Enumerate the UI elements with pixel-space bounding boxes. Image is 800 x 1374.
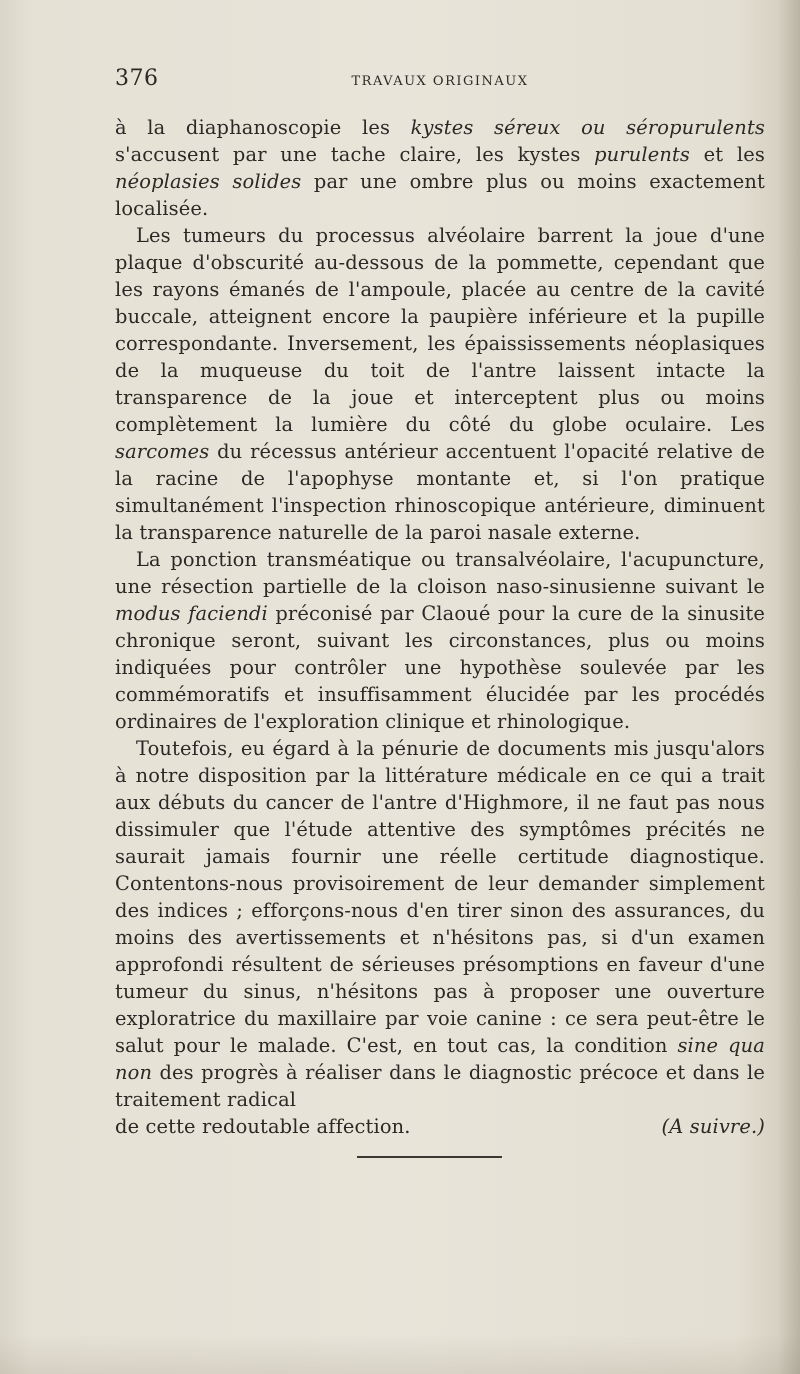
section-end-rule	[357, 1156, 502, 1158]
page-number: 376	[115, 66, 159, 91]
running-title: TRAVAUX ORIGINAUX	[351, 74, 529, 89]
page-header	[115, 66, 765, 102]
closing-line	[115, 1113, 765, 1140]
text-run: La ponction transméatique ou transalvéolaire, l'acupuncture, une résection partielle de la cloison naso-sinusienne suivant le	[115, 548, 765, 598]
italic-term: sarcomes	[115, 440, 210, 463]
text-run: par une ombre plus ou moins exactement localisée.	[115, 170, 766, 220]
paragraph-4	[115, 735, 765, 1113]
italic-term: kystes séreux ou séropurulents	[410, 116, 765, 139]
text-run: des progrès à réaliser dans le diagnostic précoce et dans le traitement radical	[115, 1061, 765, 1111]
text-run: Toutefois, eu égard à la pénurie de documents mis jusqu'alors à notre disposition par la littérature médicale en ce qui a trait aux débuts du cancer de l'antre d'Highmore, il ne faut pas nous dissimuler que l'étude attentive des symptômes précités ne saurait jamais fournir une réelle certitude diagnostique. Contentons-nous provisoirement de leur demander simplement des indices ; efforçons-nous d'en tirer sinon des assurances, du moins des avertissements et n'hésitons pas, si d'un examen approfondi résultent de sérieuses présomptions en faveur d'une tumeur du sinus, n'hésitons pas à proposer une ouverture exploratrice du maxillaire par voie canine : ce sera peut-être le salut pour le malade. C'est, en tout cas, la condition	[115, 737, 765, 1057]
paragraph-3	[115, 546, 765, 735]
article-body	[115, 114, 765, 1140]
closing-text: de cette redoutable affection.	[115, 1115, 411, 1138]
italic-term: sine qua non	[115, 1034, 765, 1084]
text-run: s'accusent par une tache claire, les kystes	[115, 143, 595, 166]
text-run: du récessus antérieur accentuent l'opacité relative de la racine de l'apophyse montante et, si l'on pratique simultanément l'inspection rhinoscopique antérieure, diminuent la transparence naturelle de la paroi nasale externe.	[115, 440, 765, 544]
paragraph-1	[115, 114, 765, 222]
text-run: préconisé par Claoué pour la cure de la sinusite chronique seront, suivant les circonstances, plus ou moins indiquées pour contrôler une hypothèse soulevée par les commémoratifs et insuffisamment élucidée par les procédés ordinaires de l'exploration clinique et rhinologique.	[115, 602, 765, 733]
page-edge-shadow	[778, 0, 800, 1374]
continuation-note: (A suivre.)	[661, 1115, 765, 1138]
text-run: Les tumeurs du processus alvéolaire barrent la joue d'une plaque d'obscurité au-dessous de la pommette, cependant que les rayons émanés de l'ampoule, placée au centre de la cavité buccale, atteignent encore la paupière inférieure et la pupille correspondante. Inversement, les épaississements néoplasiques de la muqueuse du toit de l'antre laissent intacte la transparence de la joue et interceptent plus ou moins complètement la lumière du côté du globe oculaire. Les	[115, 224, 765, 436]
text-run: à la diaphanoscopie les	[115, 116, 411, 139]
italic-term: purulents	[594, 143, 691, 166]
page-bottom-shadow	[0, 1334, 800, 1374]
paragraph-2	[115, 222, 765, 546]
text-run: et les	[690, 143, 765, 166]
italic-term: modus faciendi	[115, 602, 268, 625]
italic-term: néoplasies solides	[115, 170, 302, 193]
